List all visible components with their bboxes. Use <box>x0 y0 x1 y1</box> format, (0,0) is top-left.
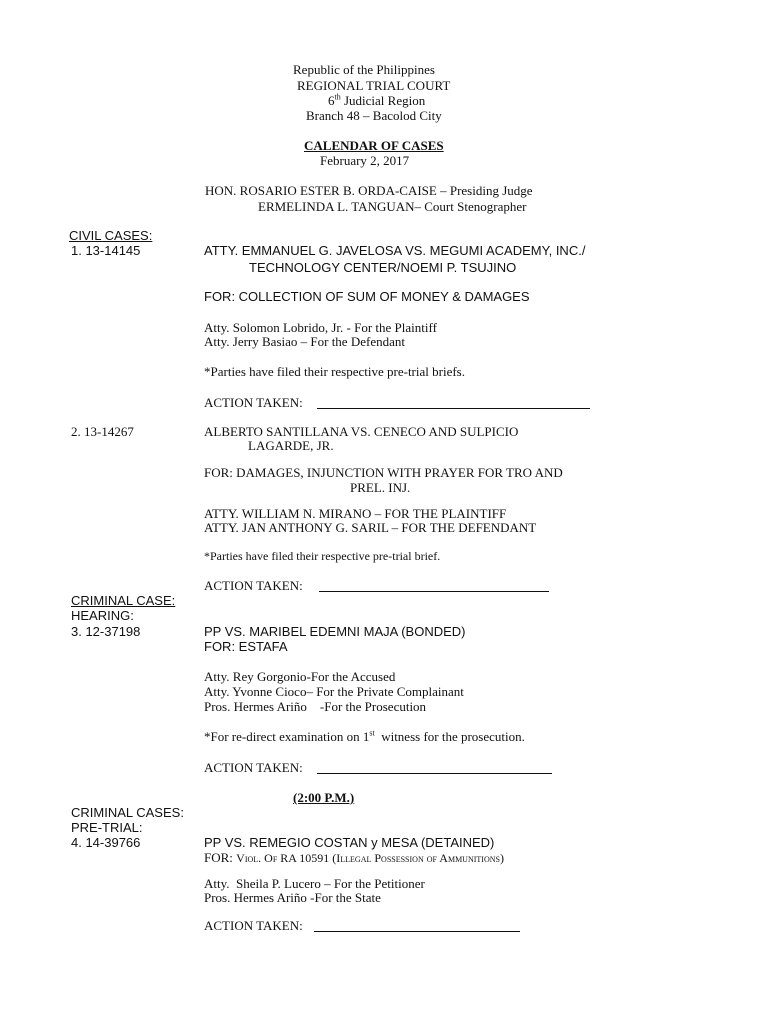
case-2-number: 2. 13-14267 <box>71 424 134 439</box>
criminal-cases-heading: CRIMINAL CASES: <box>71 805 184 820</box>
afternoon-time: (2:00 P.M.) <box>293 790 355 805</box>
branch-line: Branch 48 – Bacolod City <box>306 108 442 123</box>
republic-line: Republic of the Philippines <box>293 62 435 77</box>
court-stenographer: ERMELINDA L. TANGUAN– Court Stenographer <box>258 199 527 214</box>
case-2-action-blank[interactable] <box>319 591 549 592</box>
case-3-note-pre: *For re-direct examination on 1 <box>204 729 370 744</box>
case-4-nature-detail: Viol. Of RA 10591 (Illegal Possession of Ammunitions) <box>236 851 504 865</box>
case-3-counsel-accused: Atty. Rey Gorgonio-For the Accused <box>204 669 396 684</box>
case-1-number: 1. 13-14145 <box>71 243 141 258</box>
case-1-note: *Parties have filed their respective pre-trial briefs. <box>204 364 465 379</box>
civil-cases-heading: CIVIL CASES: <box>69 228 153 243</box>
case-2-nature-line1: FOR: DAMAGES, INJUNCTION WITH PRAYER FOR TRO AND <box>204 465 563 480</box>
criminal-case-heading: CRIMINAL CASE: <box>71 593 176 608</box>
region-label: Judicial Region <box>340 93 426 108</box>
case-4-number: 4. 14-39766 <box>71 835 141 850</box>
hearing-subheading: HEARING: <box>71 608 134 623</box>
case-1-title-line2: TECHNOLOGY CENTER/NOEMI P. TSUJINO <box>249 260 517 275</box>
case-4-action-label: ACTION TAKEN: <box>204 918 303 933</box>
court-name: REGIONAL TRIAL COURT <box>297 78 451 93</box>
case-3-action-blank[interactable] <box>317 773 552 774</box>
case-3-note-post: witness for the prosecution. <box>374 729 525 744</box>
case-3-note <box>204 730 525 743</box>
region-number: 6 <box>328 93 335 108</box>
presiding-judge: HON. ROSARIO ESTER B. ORDA-CAISE – Presiding Judge <box>205 183 533 198</box>
case-3-title: PP VS. MARIBEL EDEMNI MAJA (BONDED) <box>204 624 466 639</box>
case-3-action-label: ACTION TAKEN: <box>204 760 303 775</box>
case-2-action-label: ACTION TAKEN: <box>204 578 303 593</box>
case-1-title-line1: ATTY. EMMANUEL G. JAVELOSA VS. MEGUMI ACADEMY, INC./ <box>204 243 586 258</box>
case-1-counsel-plaintiff: Atty. Solomon Lobrido, Jr. - For the Plaintiff <box>204 320 437 335</box>
case-4-title: PP VS. REMEGIO COSTAN y MESA (DETAINED) <box>204 835 495 850</box>
case-3-number: 3. 12-37198 <box>71 624 141 639</box>
case-3-counsel-complainant: Atty. Yvonne Cioco– For the Private Complainant <box>204 684 464 699</box>
case-3-nature: FOR: ESTAFA <box>204 639 288 654</box>
case-3-counsel-prosecution: Pros. Hermes Ariño -For the Prosecution <box>204 699 427 714</box>
case-4-counsel-state: Pros. Hermes Ariño -For the State <box>204 890 381 905</box>
case-1-action-label: ACTION TAKEN: <box>204 395 303 410</box>
judicial-region <box>328 94 425 107</box>
case-2-note: *Parties have filed their respective pre-trial brief. <box>204 549 441 563</box>
case-4-nature-prefix: FOR: <box>204 850 237 865</box>
region-ordinal: th <box>334 92 341 102</box>
case-3-note-ordinal: st <box>369 728 375 738</box>
case-2-counsel-defendant: ATTY. JAN ANTHONY G. SARIL – FOR THE DEFENDANT <box>204 520 537 535</box>
case-2-title-line2: LAGARDE, JR. <box>248 438 334 453</box>
case-2-counsel-plaintiff: ATTY. WILLIAM N. MIRANO – FOR THE PLAINTIFF <box>204 506 507 521</box>
case-1-nature: FOR: COLLECTION OF SUM OF MONEY & DAMAGES <box>204 289 530 304</box>
calendar-date: February 2, 2017 <box>320 153 410 168</box>
pretrial-subheading: PRE-TRIAL: <box>71 820 143 835</box>
case-4-counsel-petitioner: Atty. Sheila P. Lucero – For the Petitioner <box>204 876 425 891</box>
page-title: CALENDAR OF CASES <box>304 138 444 153</box>
case-2-nature-line2: PREL. INJ. <box>350 480 411 495</box>
case-1-counsel-defendant: Atty. Jerry Basiao – For the Defendant <box>204 334 405 349</box>
case-1-action-blank[interactable] <box>317 408 590 409</box>
case-4-action-blank[interactable] <box>314 931 520 932</box>
case-4-nature <box>204 851 504 864</box>
case-2-title-line1: ALBERTO SANTILLANA VS. CENECO AND SULPICIO <box>204 424 519 439</box>
